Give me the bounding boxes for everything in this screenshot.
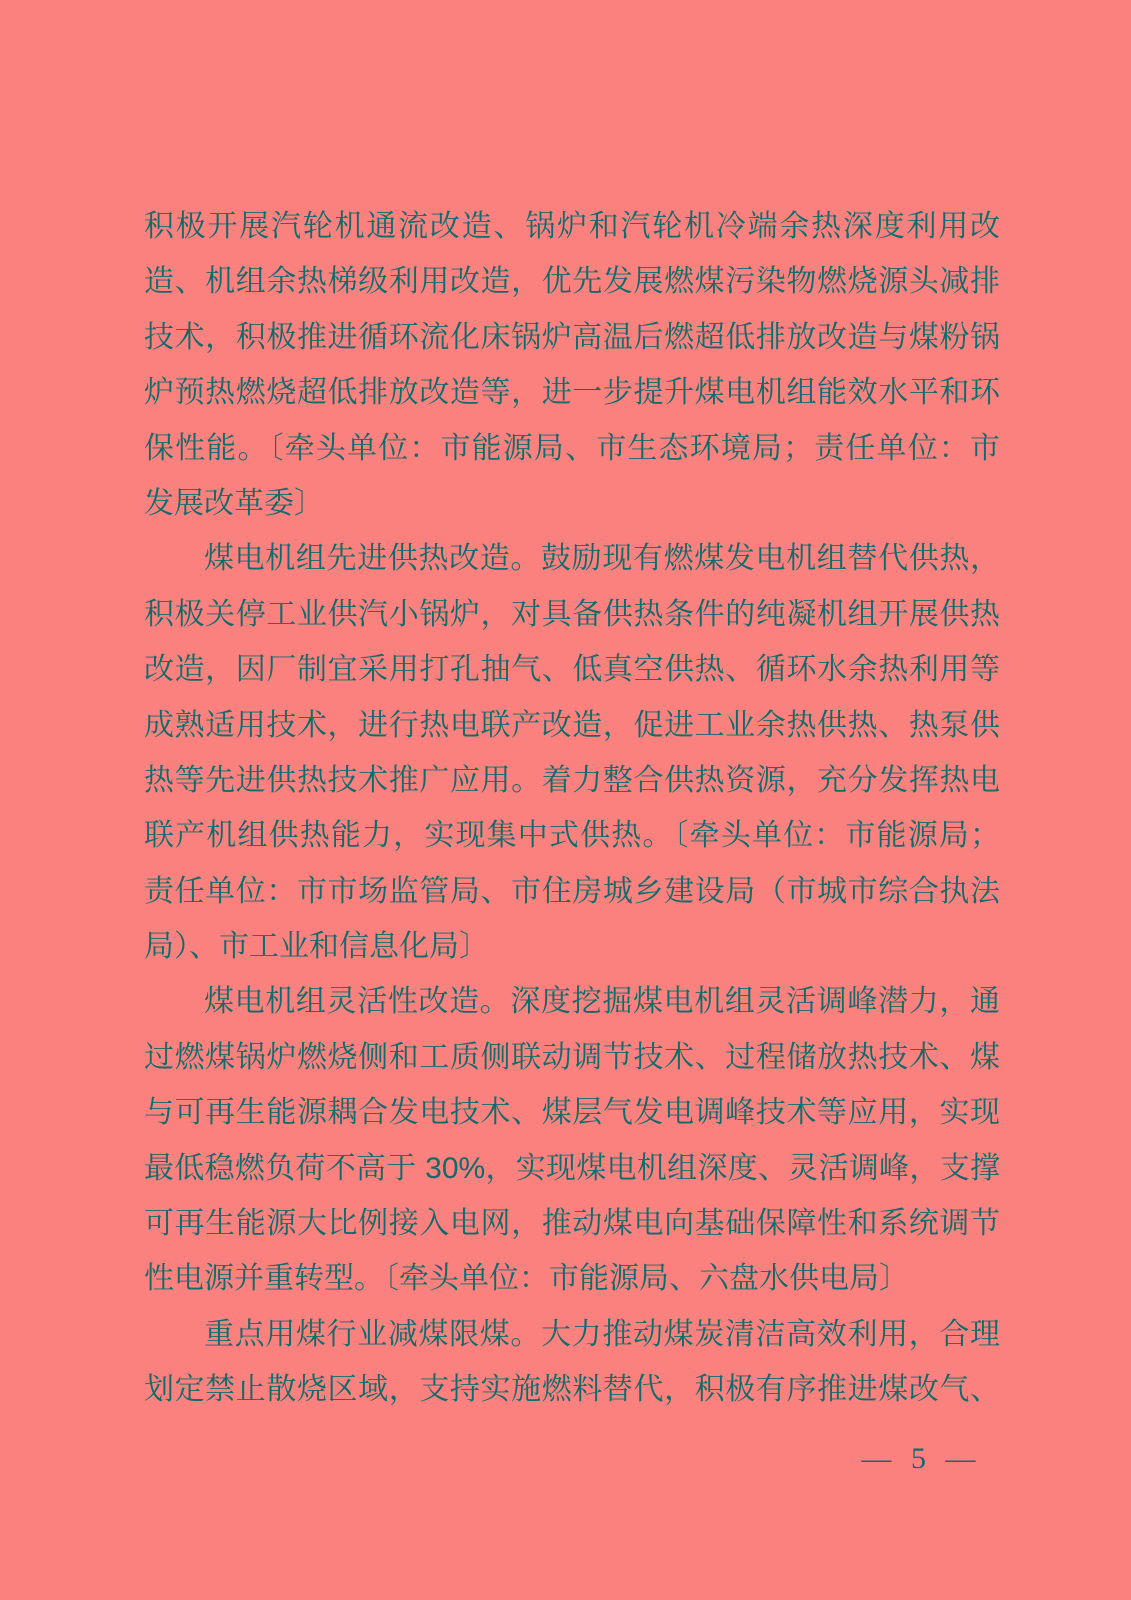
text-line: 炉预热燃烧超低排放改造等，进一步提升煤电机组能效水平和环 (144, 376, 1000, 410)
text-line: 划定禁止散烧区域，支持实施燃料替代，积极有序推进煤改气、 (144, 1373, 1000, 1407)
text-line: 造、机组余热梯级利用改造，优先发展燃煤污染物燃烧源头减排 (144, 265, 1000, 299)
text-line: 保性能。〔牵头单位：市能源局、市生态环境局；责任单位：市 (144, 431, 1000, 465)
text-line: 积极关停工业供汽小锅炉，对具备供热条件的纯凝机组开展供热 (144, 597, 1000, 631)
document-body (144, 199, 1000, 1418)
text-line: 技术，积极推进循环流化床锅炉高温后燃超低排放改造与煤粉锅 (144, 320, 1000, 354)
text-line: 可再生能源大比例接入电网，推动煤电向基础保障性和系统调节 (144, 1207, 1000, 1241)
text-line: 积极开展汽轮机通流改造、锅炉和汽轮机冷端余热深度利用改 (144, 210, 1000, 243)
text-line: 煤电机组灵活性改造。深度挖掘煤电机组灵活调峰潜力，通 (204, 985, 1000, 1019)
text-line: 改造，因厂制宜采用打孔抽气、低真空供热、循环水余热利用等 (144, 653, 1000, 687)
text-line: 煤电机组先进供热改造。鼓励现有燃煤发电机组替代供热， (204, 542, 1000, 576)
text-line: 与可再生能源耦合发电技术、煤层气发电调峰技术等应用，实现 (144, 1096, 1000, 1130)
text-line: 性电源并重转型。〔牵头单位：市能源局、六盘水供电局〕 (144, 1262, 909, 1296)
text-line: 重点用煤行业减煤限煤。大力推动煤炭清洁高效利用，合理 (204, 1317, 1000, 1351)
page-number: — 5 — (861, 1442, 977, 1475)
text-line: 发展改革委〕 (144, 486, 324, 520)
text-line: 过燃煤锅炉燃烧侧和工质侧联动调节技术、过程储放热技术、煤 (144, 1040, 1000, 1074)
text-line: 联产机组供热能力，实现集中式供热。〔牵头单位：市能源局； (144, 819, 1000, 853)
page-number-footer (844, 1442, 994, 1476)
text-line: 成熟适用技术，进行热电联产改造，促进工业余热供热、热泵供 (144, 708, 1000, 742)
text-line: 责任单位：市市场监管局、市住房城乡建设局（市城市综合执法 (144, 874, 1000, 908)
text-line: 最低稳燃负荷不高于 30%，实现煤电机组深度、灵活调峰，支撑 (144, 1151, 1000, 1185)
text-line: 局）、市工业和信息化局〕 (144, 930, 489, 964)
text-line: 热等先进供热技术推广应用。着力整合供热资源，充分发挥热电 (144, 763, 1000, 797)
